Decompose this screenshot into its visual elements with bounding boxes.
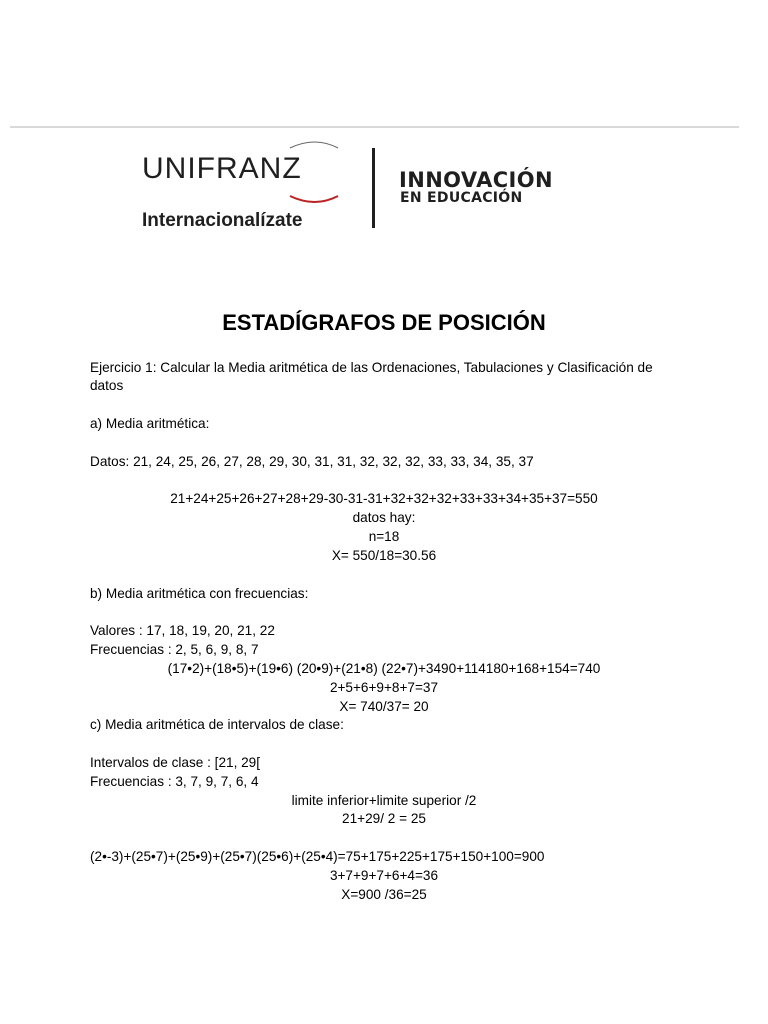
intro-line-2: datos [90, 378, 124, 393]
section-a-count-label: datos hay: [352, 510, 416, 525]
logo-divider [372, 148, 375, 228]
section-b-heading: b) Media aritmética con frecuencias: [90, 586, 309, 601]
section-c-freq-sum: 3+7+9+7+6+4=36 [329, 868, 439, 883]
section-b-frequencies: Frecuencias : 2, 5, 6, 9, 8, 7 [90, 642, 259, 657]
logo-tagline: Internacionalízate [142, 210, 303, 231]
section-a-n: n=18 [368, 529, 400, 544]
section-b-products: (17•2)+(18•5)+(19•6) (20•9)+(21•8) (22•7)+3490+114180+168+154=740 [167, 661, 601, 676]
section-a-heading: a) Media aritmética: [90, 416, 210, 431]
section-c-midpoint: 21+29/ 2 = 25 [342, 811, 426, 826]
section-c-heading: c) Media aritmética de intervalos de clase: [90, 717, 344, 732]
section-a-sum: 21+24+25+26+27+28+29-30-31-31+32+32+32+33+33+34+35+37=550 [170, 491, 598, 506]
logo-slogan-line1: INNOVACIÓN [399, 168, 553, 192]
intro-line-1: Ejercicio 1: Calcular la Media aritmética de las Ordenaciones, Tabulaciones y Clasificación de [90, 360, 653, 375]
section-c-frequencies: Frecuencias : 3, 7, 9, 7, 6, 4 [90, 774, 259, 789]
header-divider [10, 126, 739, 128]
section-b-result: X= 740/37= 20 [339, 699, 429, 714]
page-title: ESTADÍGRAFOS DE POSICIÓN [222, 310, 546, 335]
section-c-result: X=900 /36=25 [341, 887, 427, 902]
section-c-products: (2•-3)+(25•7)+(25•9)+(25•7)(25•6)+(25•4)=75+175+225+175+150+100=900 [90, 849, 545, 864]
logo-slogan-line2: EN EDUCACIÓN [400, 190, 523, 206]
institution-logo [140, 134, 610, 234]
logo-brand: UNIFRANZ [142, 152, 302, 185]
section-b-values: Valores : 17, 18, 19, 20, 21, 22 [90, 623, 275, 638]
section-c-intervals: Intervalos de clase : [21, 29[ [90, 755, 261, 770]
section-a-result: X= 550/18=30.56 [331, 548, 437, 563]
section-a-data: Datos: 21, 24, 25, 26, 27, 28, 29, 30, 31, 31, 32, 32, 32, 33, 33, 34, 35, 37 [90, 454, 534, 469]
section-b-freq-sum: 2+5+6+9+8+7=37 [329, 680, 439, 695]
section-c-midpoint-formula: limite inferior+limite superior /2 [291, 793, 477, 808]
